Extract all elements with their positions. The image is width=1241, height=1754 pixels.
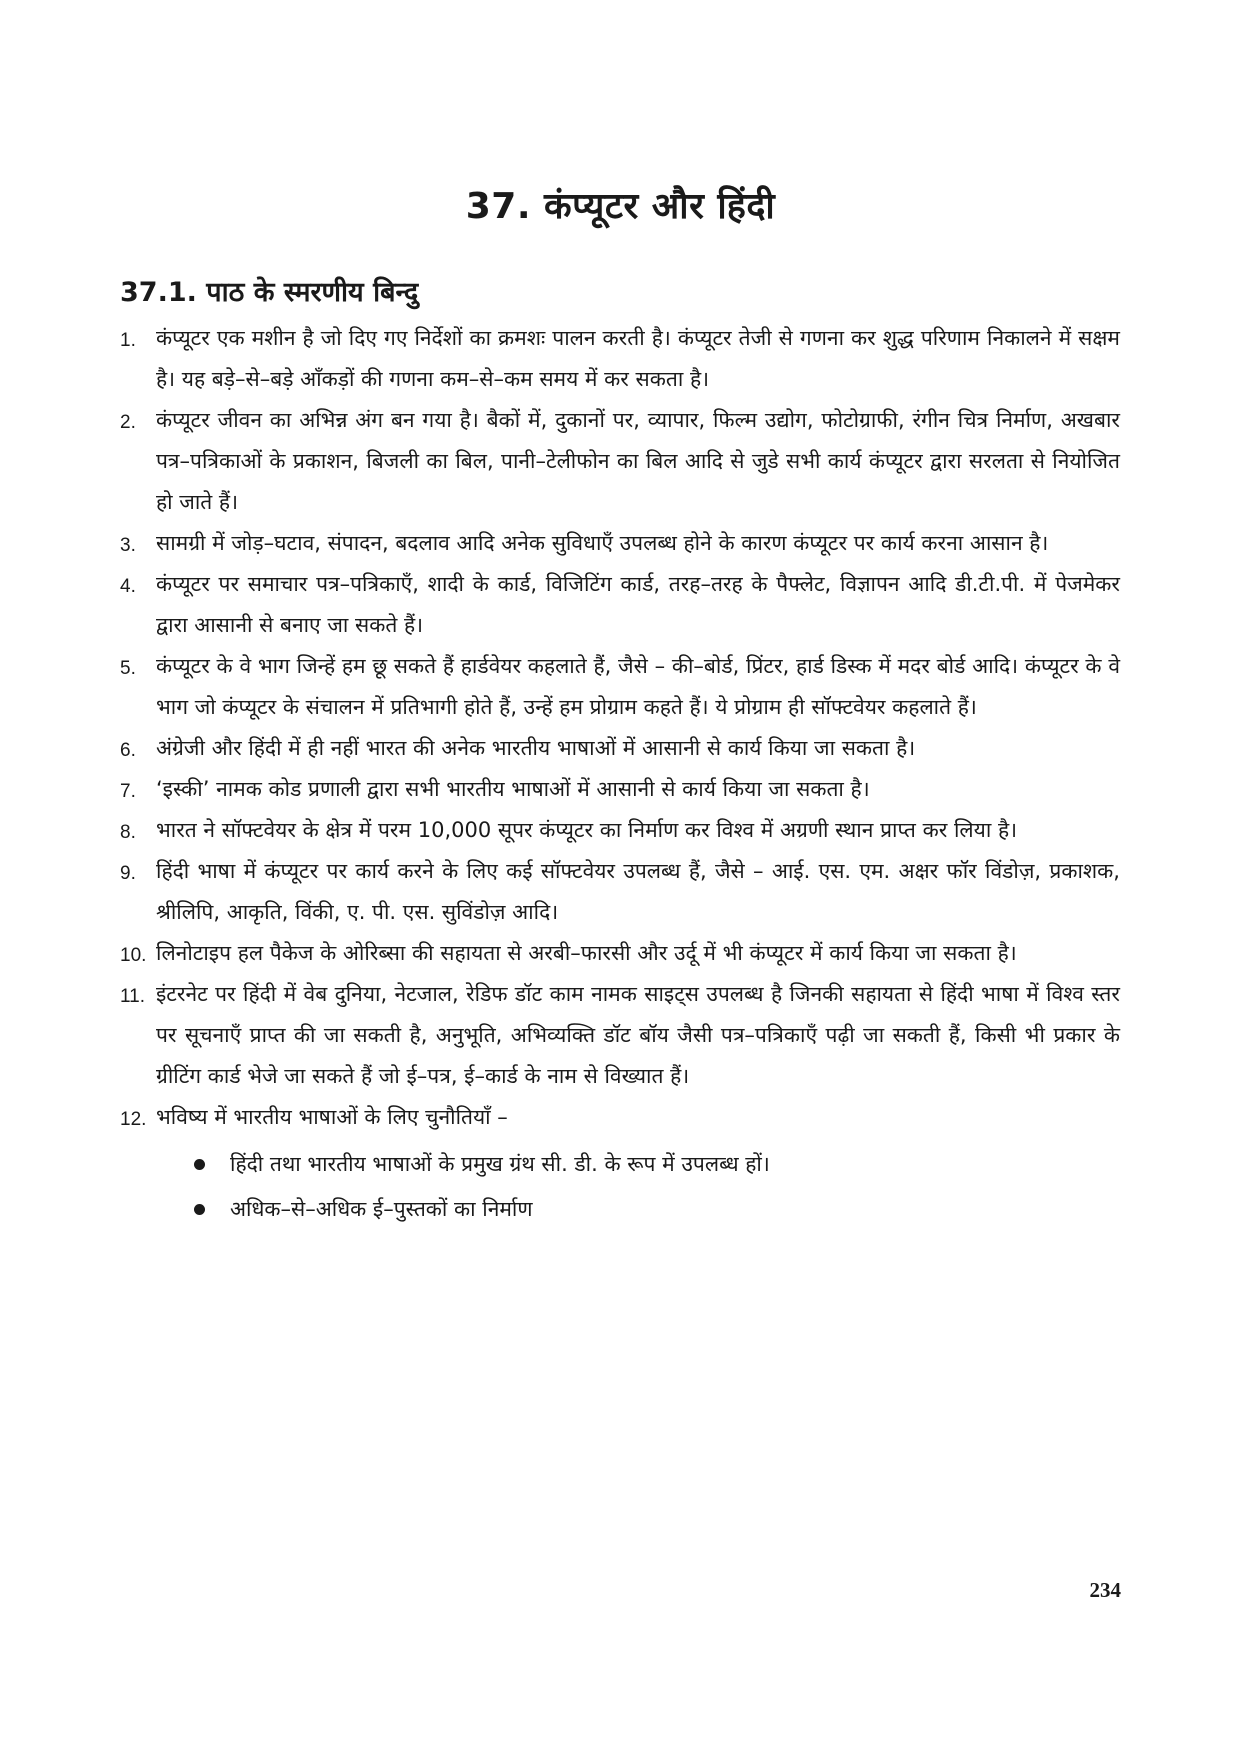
item-number: 2.	[120, 412, 136, 433]
list-item	[120, 564, 1120, 646]
list-item	[120, 728, 1120, 769]
list-item	[120, 810, 1120, 851]
item-text: भारत ने सॉफ्टवेयर के क्षेत्र में परम 10,000 सूपर कंप्यूटर का निर्माण कर विश्व में अग्रणी स्थान प्राप्त कर लिया है।	[156, 818, 1018, 842]
item-number: 10.	[120, 945, 147, 966]
item-number: 12.	[120, 1109, 147, 1130]
list-item	[120, 974, 1120, 1097]
item-number: 7.	[120, 781, 136, 802]
bullet-item	[156, 1144, 1120, 1185]
list-item	[120, 646, 1120, 728]
list-item	[120, 933, 1120, 974]
list-item	[120, 318, 1120, 400]
item-number: 5.	[120, 658, 136, 679]
item-text: लिनोटाइप हल पैकेज के ओरिब्सा की सहायता से अरबी–फारसी और उर्दू में भी कंप्यूटर में कार्य किया जा सकता है।	[156, 941, 1017, 965]
item-number: 9.	[120, 863, 136, 884]
item-text: कंप्यूटर पर समाचार पत्र–पत्रिकाएँ, शादी के कार्ड, विजिटिंग कार्ड, तरह–तरह के पैफ्लेट, विज्ञापन आदि डी.टी.पी. में पेजमेकर द्वारा आसानी से बनाए जा सकते हैं।	[156, 572, 1120, 637]
item-number: 4.	[120, 576, 136, 597]
section-heading: 37.1. पाठ के स्मरणीय बिन्दु	[120, 277, 419, 308]
bullet-item	[156, 1189, 1120, 1230]
key-points-list	[120, 318, 1120, 1234]
item-number: 3.	[120, 535, 136, 556]
item-number: 11.	[120, 986, 146, 1007]
item-text: अंग्रेजी और हिंदी में ही नहीं भारत की अनेक भारतीय भाषाओं में आसानी से कार्य किया जा सकता है।	[156, 736, 916, 760]
item-text: कंप्यूटर एक मशीन है जो दिए गए निर्देशों का क्रमशः पालन करती है। कंप्यूटर तेजी से गणना कर शुद्ध परिणाम निकालने में सक्षम है। यह बड़े–से–बड़े आँकड़ों की गणना कम–से–कम समय में कर सकता है।	[156, 326, 1120, 391]
item-text: कंप्यूटर जीवन का अभिन्न अंग बन गया है। बैकों में, दुकानों पर, व्यापार, फिल्म उद्योग, फोटोग्राफी, रंगीन चित्र निर्माण, अखबार पत्र–पत्रिकाओं के प्रकाशन, बिजली का बिल, पानी–टेलीफोन का बिल आदि से जुडे सभी कार्य कंप्यूटर द्वारा सरलता से नियोजित हो जाते हैं।	[156, 408, 1120, 514]
item-text: इंटरनेट पर हिंदी में वेब दुनिया, नेटजाल, रेडिफ डॉट काम नामक साइट्स उपलब्ध है जिनकी सहायता से हिंदी भाषा में विश्व स्तर पर सूचनाएँ प्राप्त की जा सकती है, अनुभूति, अभिव्यक्ति डॉट बॉय जैसी पत्र–पत्रिकाएँ पढ़ी जा सकती हैं, किसी भी प्रकार के ग्रीटिंग कार्ड भेजे जा सकते हैं जो ई–पत्र, ई–कार्ड के नाम से विख्यात हैं।	[156, 982, 1120, 1088]
bullet-text: अधिक–से–अधिक ई–पुस्तकों का निर्माण	[230, 1197, 533, 1221]
list-item	[120, 769, 1120, 810]
list-item	[120, 400, 1120, 523]
list-item	[120, 523, 1120, 564]
list-item	[120, 851, 1120, 933]
page-number: 234	[1089, 1578, 1121, 1602]
item-number: 1.	[120, 330, 136, 351]
item-number: 6.	[120, 740, 136, 761]
bullet-icon	[194, 1204, 205, 1215]
item-text: भविष्य में भारतीय भाषाओं के लिए चुनौतियाँ –	[156, 1105, 508, 1129]
item-text: कंप्यूटर के वे भाग जिन्हें हम छू सकते हैं हार्डवेयर कहलाते हैं, जैसे – की–बोर्ड, प्रिंटर, हार्ड डिस्क में मदर बोर्ड आदि। कंप्यूटर के वे भाग जो कंप्यूटर के संचालन में प्रतिभागी होते हैं, उन्हें हम प्रोग्राम कहते हैं। ये प्रोग्राम ही सॉफ्टवेयर कहलाते हैं।	[156, 654, 1120, 719]
item-text: हिंदी भाषा में कंप्यूटर पर कार्य करने के लिए कई सॉफ्टवेयर उपलब्ध हैं, जैसे – आई. एस. एम. अक्षर फॉर विंडोज़, प्रकाशक, श्रीलिपि, आकृति, विंकी, ए. पी. एस. सुविंडोज़ आदि।	[156, 859, 1120, 924]
item-text: ‘इस्की’ नामक कोड प्रणाली द्वारा सभी भारतीय भाषाओं में आसानी से कार्य किया जा सकता है।	[156, 777, 870, 801]
item-number: 8.	[120, 822, 136, 843]
challenges-bullet-list	[156, 1144, 1120, 1230]
item-text: सामग्री में जोड़–घटाव, संपादन, बदलाव आदि अनेक सुविधाएँ उपलब्ध होने के कारण कंप्यूटर पर कार्य करना आसान है।	[156, 531, 1049, 555]
chapter-title: 37. कंप्यूटर और हिंदी	[465, 186, 776, 227]
list-item	[120, 1097, 1120, 1230]
bullet-text: हिंदी तथा भारतीय भाषाओं के प्रमुख ग्रंथ सी. डी. के रूप में उपलब्ध हों।	[230, 1152, 770, 1176]
bullet-icon	[194, 1159, 205, 1170]
